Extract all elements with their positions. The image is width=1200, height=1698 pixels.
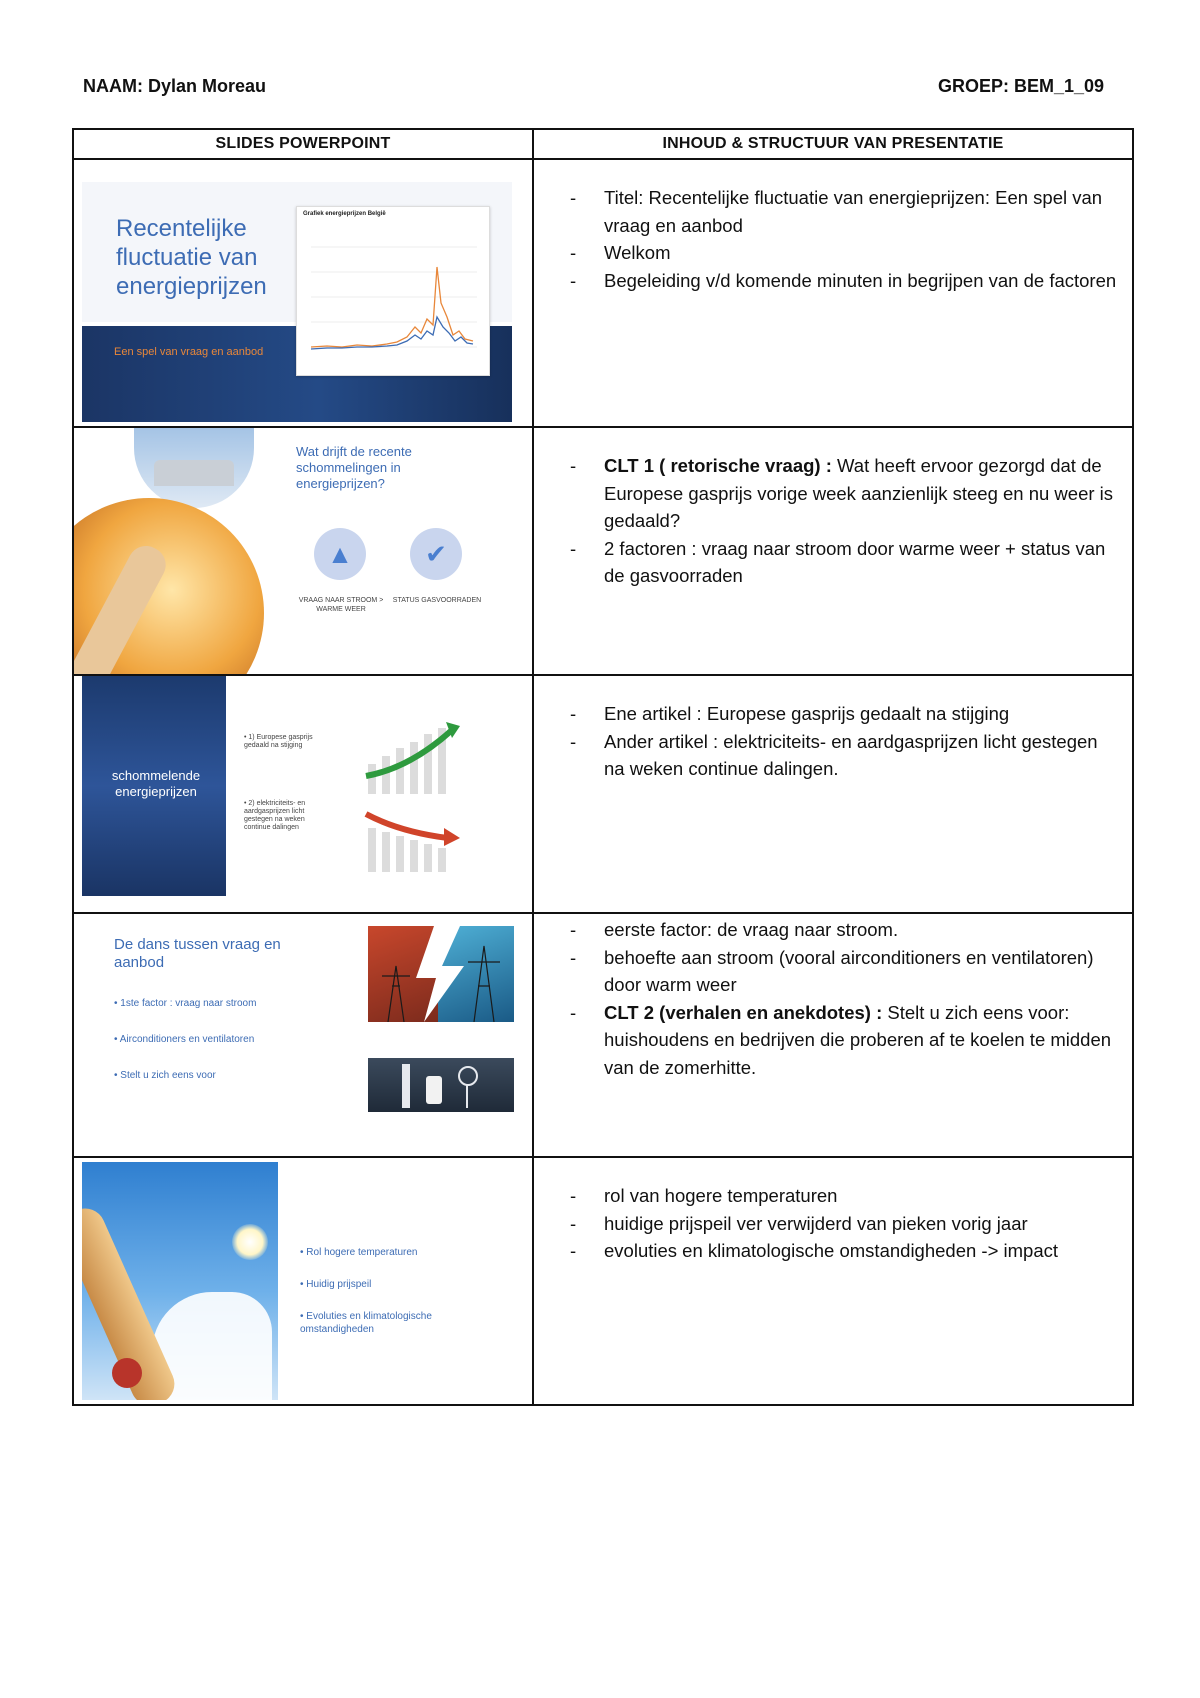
list-item: - Begeleiding v/d komende minuten in begrijpen van de factoren	[570, 267, 1118, 295]
slide-cell	[73, 1157, 533, 1405]
slide-5-bullet: • Huidig prijspeil	[300, 1279, 372, 1290]
slide-1-thumbnail	[74, 160, 532, 426]
thermometer-image	[74, 498, 264, 674]
list-item	[570, 999, 1118, 1082]
table-row	[73, 427, 1133, 675]
list-item	[570, 452, 1118, 535]
trend-arrows-image	[360, 716, 470, 876]
clt-label: CLT 1 ( retorische vraag) :	[604, 455, 832, 476]
table-row	[73, 159, 1133, 427]
clt-label: CLT 2 (verhalen en anekdotes) :	[604, 1001, 883, 1023]
slide-5-bullet: • Rol hogere temperaturen	[300, 1247, 418, 1258]
group-code: GROEP: BEM_1_09	[937, 76, 1104, 96]
checkmark-icon: ✔	[410, 528, 462, 580]
slide-4-bullet: • Airconditioners en ventilatoren	[114, 1034, 255, 1045]
table-row	[73, 913, 1133, 1157]
triangle-icon: ▲	[314, 528, 366, 580]
list-item: - evoluties en klimatologische omstandigheden -> impact	[570, 1237, 1118, 1265]
list-item: - eerste factor: de vraag naar stroom.	[570, 916, 1118, 944]
slide-1-title: Recentelijke fluctuatie van energieprijzen	[116, 215, 267, 300]
slide-3-panel-text: schommelende energieprijzen	[111, 768, 201, 799]
chart-caption: Grafiek energieprijzen België	[303, 211, 386, 217]
slide-4-thumbnail	[74, 914, 532, 1156]
clt-text: Stelt u zich eens voor: huishoudens en bedrijven die proberen af te koelen te midden van de zomerhitte.	[604, 1001, 1112, 1078]
power-lines-image	[368, 926, 514, 1022]
slide-cell	[73, 913, 533, 1157]
slide-5-bullet: • Evoluties en klimatologische omstandigheden	[300, 1311, 432, 1335]
list-item: - Ander artikel : elektriciteits- en aardgasprijzen licht gestegen na weken continue dalingen.	[570, 728, 1118, 783]
sun-thermometer-image	[82, 1162, 278, 1400]
gas-tanks-image	[134, 428, 254, 508]
notes-cell	[533, 159, 1133, 427]
slide-1-chart-image	[296, 206, 490, 376]
slide-cell	[73, 427, 533, 675]
slide-1-subtitle: Een spel van vraag en aanbod	[114, 346, 264, 358]
slide-2-title: Wat drijft de recente schommelingen in energieprijzen?	[296, 444, 412, 491]
list-item: - Titel: Recentelijke fluctuatie van energieprijzen: Een spel van vraag en aanbod	[570, 184, 1118, 239]
list-item: - huidige prijspeil ver verwijderd van pieken vorig jaar	[570, 1210, 1118, 1238]
list-item: - rol van hogere temperaturen	[570, 1182, 1118, 1210]
slide-2-label: VRAAG NAAR STROOM > WARME WEER	[298, 597, 384, 613]
table-row	[73, 675, 1133, 913]
slide-3-thumbnail	[74, 676, 532, 912]
clt-text: Wat heeft ervoor gezorgd dat de Europese gasprijs vorige week aanzienlijk steeg en nu weer is gedaald?	[604, 455, 1114, 531]
presentation-table	[72, 128, 1134, 1406]
slide-5-thumbnail	[74, 1158, 532, 1404]
price-chart-graphic	[297, 207, 489, 375]
slide-2-label: STATUS GASVOORRADEN	[392, 597, 482, 604]
slide-cell	[73, 675, 533, 913]
student-name: NAAM: Dylan Moreau	[83, 76, 267, 96]
list-item: - Welkom	[570, 239, 1118, 267]
list-item: - Ene artikel : Europese gasprijs gedaalt na stijging	[570, 700, 1118, 728]
slide-3-bullet: • 2) elektriciteits- en aardgasprijzen licht gestegen na weken continue dalingen	[244, 800, 306, 831]
slide-2-thumbnail	[74, 428, 532, 674]
slide-4-title: De dans tussen vraag en aanbod	[114, 936, 281, 971]
notes-cell	[533, 675, 1133, 913]
table-row	[73, 1157, 1133, 1405]
list-item: - 2 factoren : vraag naar stroom door warme weer + status van de gasvoorraden	[570, 535, 1118, 590]
column-header-content: INHOUD & STRUCTUUR VAN PRESENTATIE	[533, 129, 1133, 159]
slide-cell	[73, 159, 533, 427]
slide-4-bullet: • Stelt u zich eens voor	[114, 1070, 216, 1081]
slide-4-bullet: • 1ste factor : vraag naar stroom	[114, 998, 257, 1009]
air-conditioners-image	[368, 1058, 514, 1112]
notes-cell	[533, 913, 1133, 1157]
list-item: - behoefte aan stroom (vooral airconditioners en ventilatoren) door warm weer	[570, 944, 1118, 999]
column-header-slides: SLIDES POWERPOINT	[73, 129, 533, 159]
slide-3-bullet: • 1) Europese gasprijs gedaald na stijging	[244, 734, 313, 749]
notes-cell	[533, 427, 1133, 675]
notes-cell	[533, 1157, 1133, 1405]
